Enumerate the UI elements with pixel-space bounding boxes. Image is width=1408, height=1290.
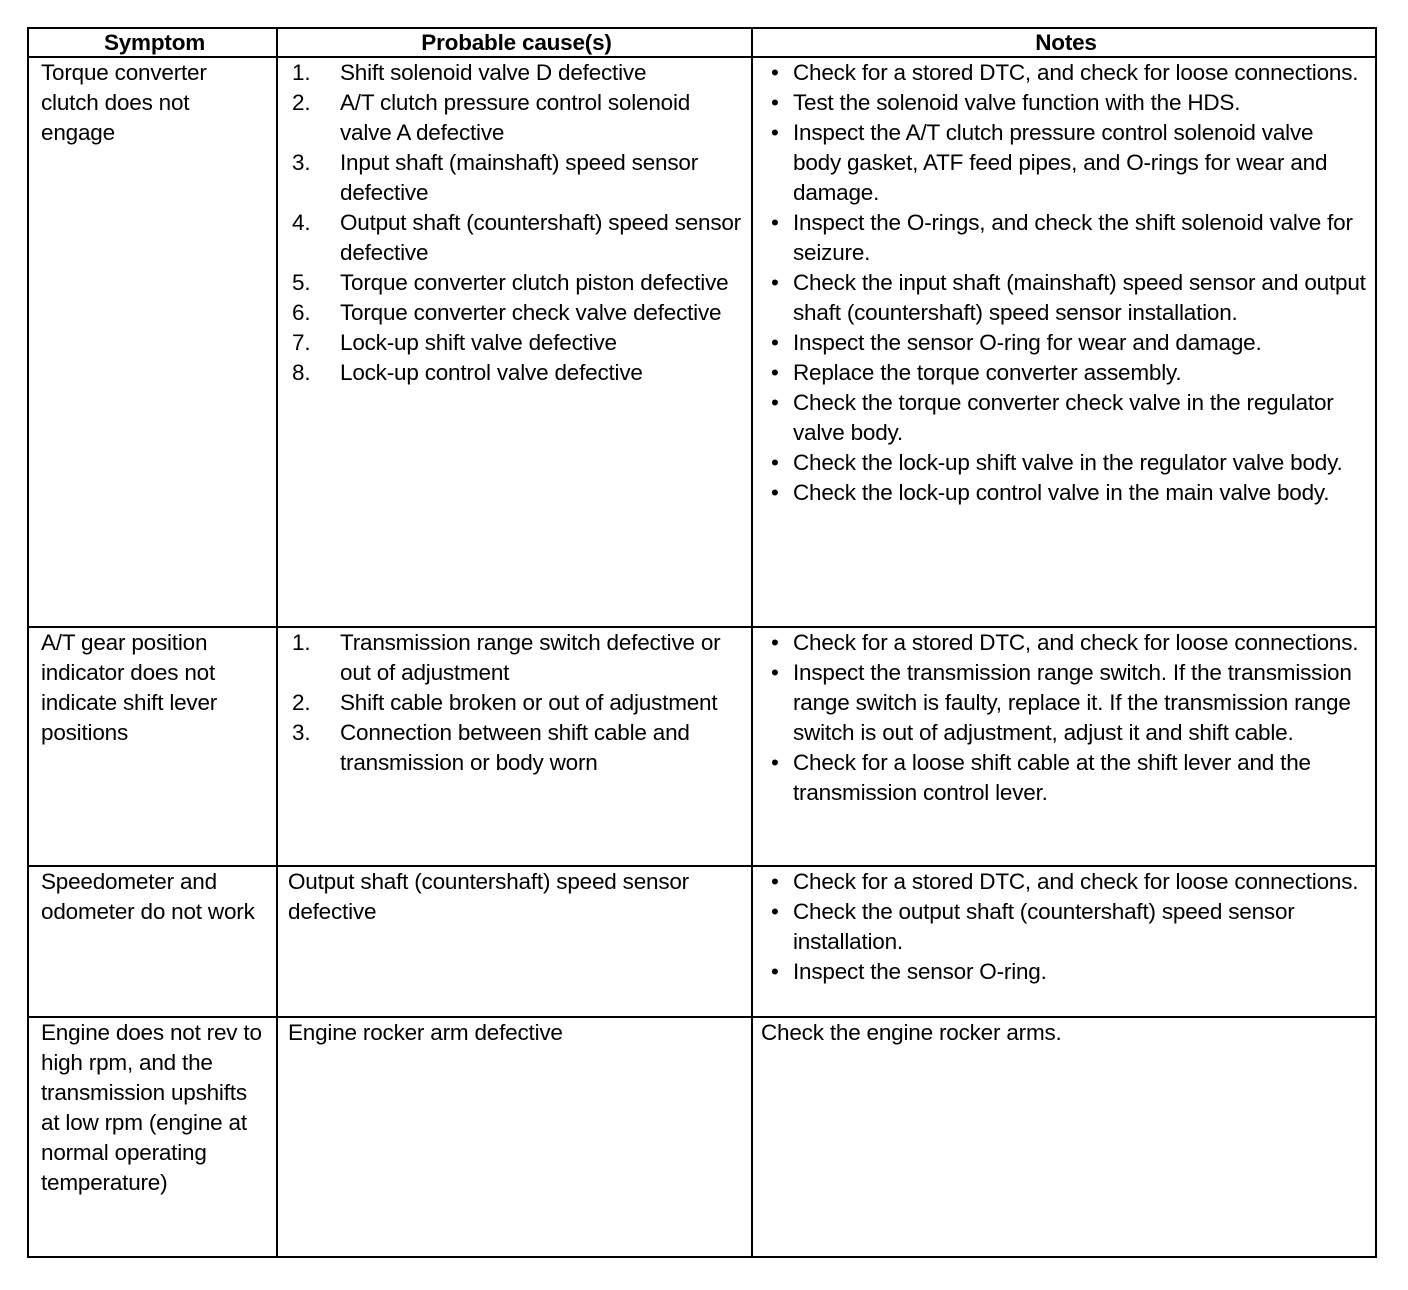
bullet-icon: • bbox=[771, 450, 779, 475]
note-item bbox=[767, 58, 1367, 88]
note-item bbox=[767, 897, 1367, 957]
bullet-icon: • bbox=[771, 120, 779, 145]
cause-text: Shift cable broken or out of adjustment bbox=[340, 690, 718, 715]
item-number: 5. bbox=[292, 270, 311, 295]
bullet-icon: • bbox=[771, 899, 779, 924]
bullet-icon: • bbox=[771, 390, 779, 415]
cause-cell bbox=[277, 627, 752, 866]
symptom-cell: Speedometer and odometer do not work bbox=[28, 866, 277, 1017]
cause-item bbox=[288, 88, 743, 148]
note-item bbox=[767, 628, 1367, 658]
note-text: Check for a stored DTC, and check for loose connections. bbox=[793, 630, 1359, 655]
bullet-icon: • bbox=[771, 869, 779, 894]
note-text: Test the solenoid valve function with the HDS. bbox=[793, 90, 1241, 115]
bullet-icon: • bbox=[771, 270, 779, 295]
bullet-icon: • bbox=[771, 630, 779, 655]
note-text: Inspect the sensor O-ring for wear and damage. bbox=[793, 330, 1262, 355]
header-row bbox=[28, 28, 1376, 57]
cause-text: Torque converter clutch piston defective bbox=[340, 270, 729, 295]
item-number: 8. bbox=[292, 360, 311, 385]
table-row bbox=[28, 57, 1376, 627]
cause-item bbox=[288, 298, 743, 328]
bullet-icon: • bbox=[771, 360, 779, 385]
cause-item bbox=[288, 628, 743, 688]
note-item bbox=[767, 957, 1367, 987]
note-item bbox=[767, 208, 1367, 268]
item-number: 2. bbox=[292, 690, 311, 715]
bullet-icon: • bbox=[771, 480, 779, 505]
header-notes: Notes bbox=[752, 28, 1376, 57]
note-text: Inspect the sensor O-ring. bbox=[793, 959, 1047, 984]
note-text: Check the input shaft (mainshaft) speed sensor and output shaft (countershaft) speed sensor installation. bbox=[793, 270, 1366, 325]
note-item bbox=[767, 88, 1367, 118]
bullet-icon: • bbox=[771, 330, 779, 355]
item-number: 1. bbox=[292, 630, 311, 655]
note-item bbox=[767, 748, 1367, 808]
bullet-icon: • bbox=[771, 750, 779, 775]
note-text: Check the lock-up shift valve in the regulator valve body. bbox=[793, 450, 1343, 475]
note-text: Check for a loose shift cable at the shift lever and the transmission control lever. bbox=[793, 750, 1311, 805]
bullet-icon: • bbox=[771, 660, 779, 685]
notes-cell: Check the engine rocker arms. bbox=[752, 1017, 1376, 1257]
cause-text: Output shaft (countershaft) speed sensor defective bbox=[340, 210, 741, 265]
notes-cell bbox=[752, 57, 1376, 627]
cause-cell: Output shaft (countershaft) speed sensor defective bbox=[277, 866, 752, 1017]
note-item bbox=[767, 658, 1367, 748]
note-item bbox=[767, 388, 1367, 448]
cause-text: Lock-up control valve defective bbox=[340, 360, 643, 385]
cause-item bbox=[288, 688, 743, 718]
note-item bbox=[767, 118, 1367, 208]
table-row bbox=[28, 627, 1376, 866]
note-item bbox=[767, 448, 1367, 478]
note-text: Check the output shaft (countershaft) speed sensor installation. bbox=[793, 899, 1295, 954]
cause-text: Connection between shift cable and transmission or body worn bbox=[340, 720, 690, 775]
note-item bbox=[767, 328, 1367, 358]
cause-text: Torque converter check valve defective bbox=[340, 300, 722, 325]
note-text: Check the lock-up control valve in the main valve body. bbox=[793, 480, 1330, 505]
note-text: Check the torque converter check valve in the regulator valve body. bbox=[793, 390, 1334, 445]
notes-cell bbox=[752, 866, 1376, 1017]
item-number: 6. bbox=[292, 300, 311, 325]
table-row bbox=[28, 1017, 1376, 1257]
cause-text: A/T clutch pressure control solenoid valve A defective bbox=[340, 90, 691, 145]
bullet-icon: • bbox=[771, 959, 779, 984]
symptom-cell: Engine does not rev to high rpm, and the transmission upshifts at low rpm (engine at normal operating temperature) bbox=[28, 1017, 277, 1257]
cause-item bbox=[288, 208, 743, 268]
item-number: 4. bbox=[292, 210, 311, 235]
note-item bbox=[767, 478, 1367, 508]
header-causes: Probable cause(s) bbox=[277, 28, 752, 57]
cause-text: Transmission range switch defective or out of adjustment bbox=[340, 630, 721, 685]
symptom-cell: A/T gear position indicator does not indicate shift lever positions bbox=[28, 627, 277, 866]
cause-cell: Engine rocker arm defective bbox=[277, 1017, 752, 1257]
item-number: 1. bbox=[292, 60, 311, 85]
item-number: 2. bbox=[292, 90, 311, 115]
cause-cell bbox=[277, 57, 752, 627]
symptom-cell: Torque converter clutch does not engage bbox=[28, 57, 277, 627]
table-row bbox=[28, 866, 1376, 1017]
item-number: 3. bbox=[292, 150, 311, 175]
cause-item bbox=[288, 718, 743, 778]
note-text: Inspect the A/T clutch pressure control solenoid valve body gasket, ATF feed pipes, and O-rings for wear and damage. bbox=[793, 120, 1328, 205]
item-number: 3. bbox=[292, 720, 311, 745]
item-number: 7. bbox=[292, 330, 311, 355]
bullet-icon: • bbox=[771, 60, 779, 85]
cause-text: Lock-up shift valve defective bbox=[340, 330, 617, 355]
troubleshooting-table bbox=[27, 27, 1377, 1258]
cause-item bbox=[288, 358, 743, 388]
header-symptom: Symptom bbox=[28, 28, 277, 57]
cause-text: Shift solenoid valve D defective bbox=[340, 60, 647, 85]
notes-cell bbox=[752, 627, 1376, 866]
cause-item bbox=[288, 148, 743, 208]
note-text: Inspect the transmission range switch. If the transmission range switch is faulty, replace it. If the transmission range switch is out of adjustment, adjust it and shift cable. bbox=[793, 660, 1352, 745]
cause-item bbox=[288, 268, 743, 298]
note-text: Check for a stored DTC, and check for loose connections. bbox=[793, 60, 1359, 85]
cause-text: Input shaft (mainshaft) speed sensor defective bbox=[340, 150, 698, 205]
note-item bbox=[767, 358, 1367, 388]
note-text: Replace the torque converter assembly. bbox=[793, 360, 1182, 385]
bullet-icon: • bbox=[771, 90, 779, 115]
cause-item bbox=[288, 328, 743, 358]
note-item bbox=[767, 268, 1367, 328]
bullet-icon: • bbox=[771, 210, 779, 235]
note-text: Check for a stored DTC, and check for loose connections. bbox=[793, 869, 1359, 894]
note-item bbox=[767, 867, 1367, 897]
note-text: Inspect the O-rings, and check the shift solenoid valve for seizure. bbox=[793, 210, 1353, 265]
cause-item bbox=[288, 58, 743, 88]
